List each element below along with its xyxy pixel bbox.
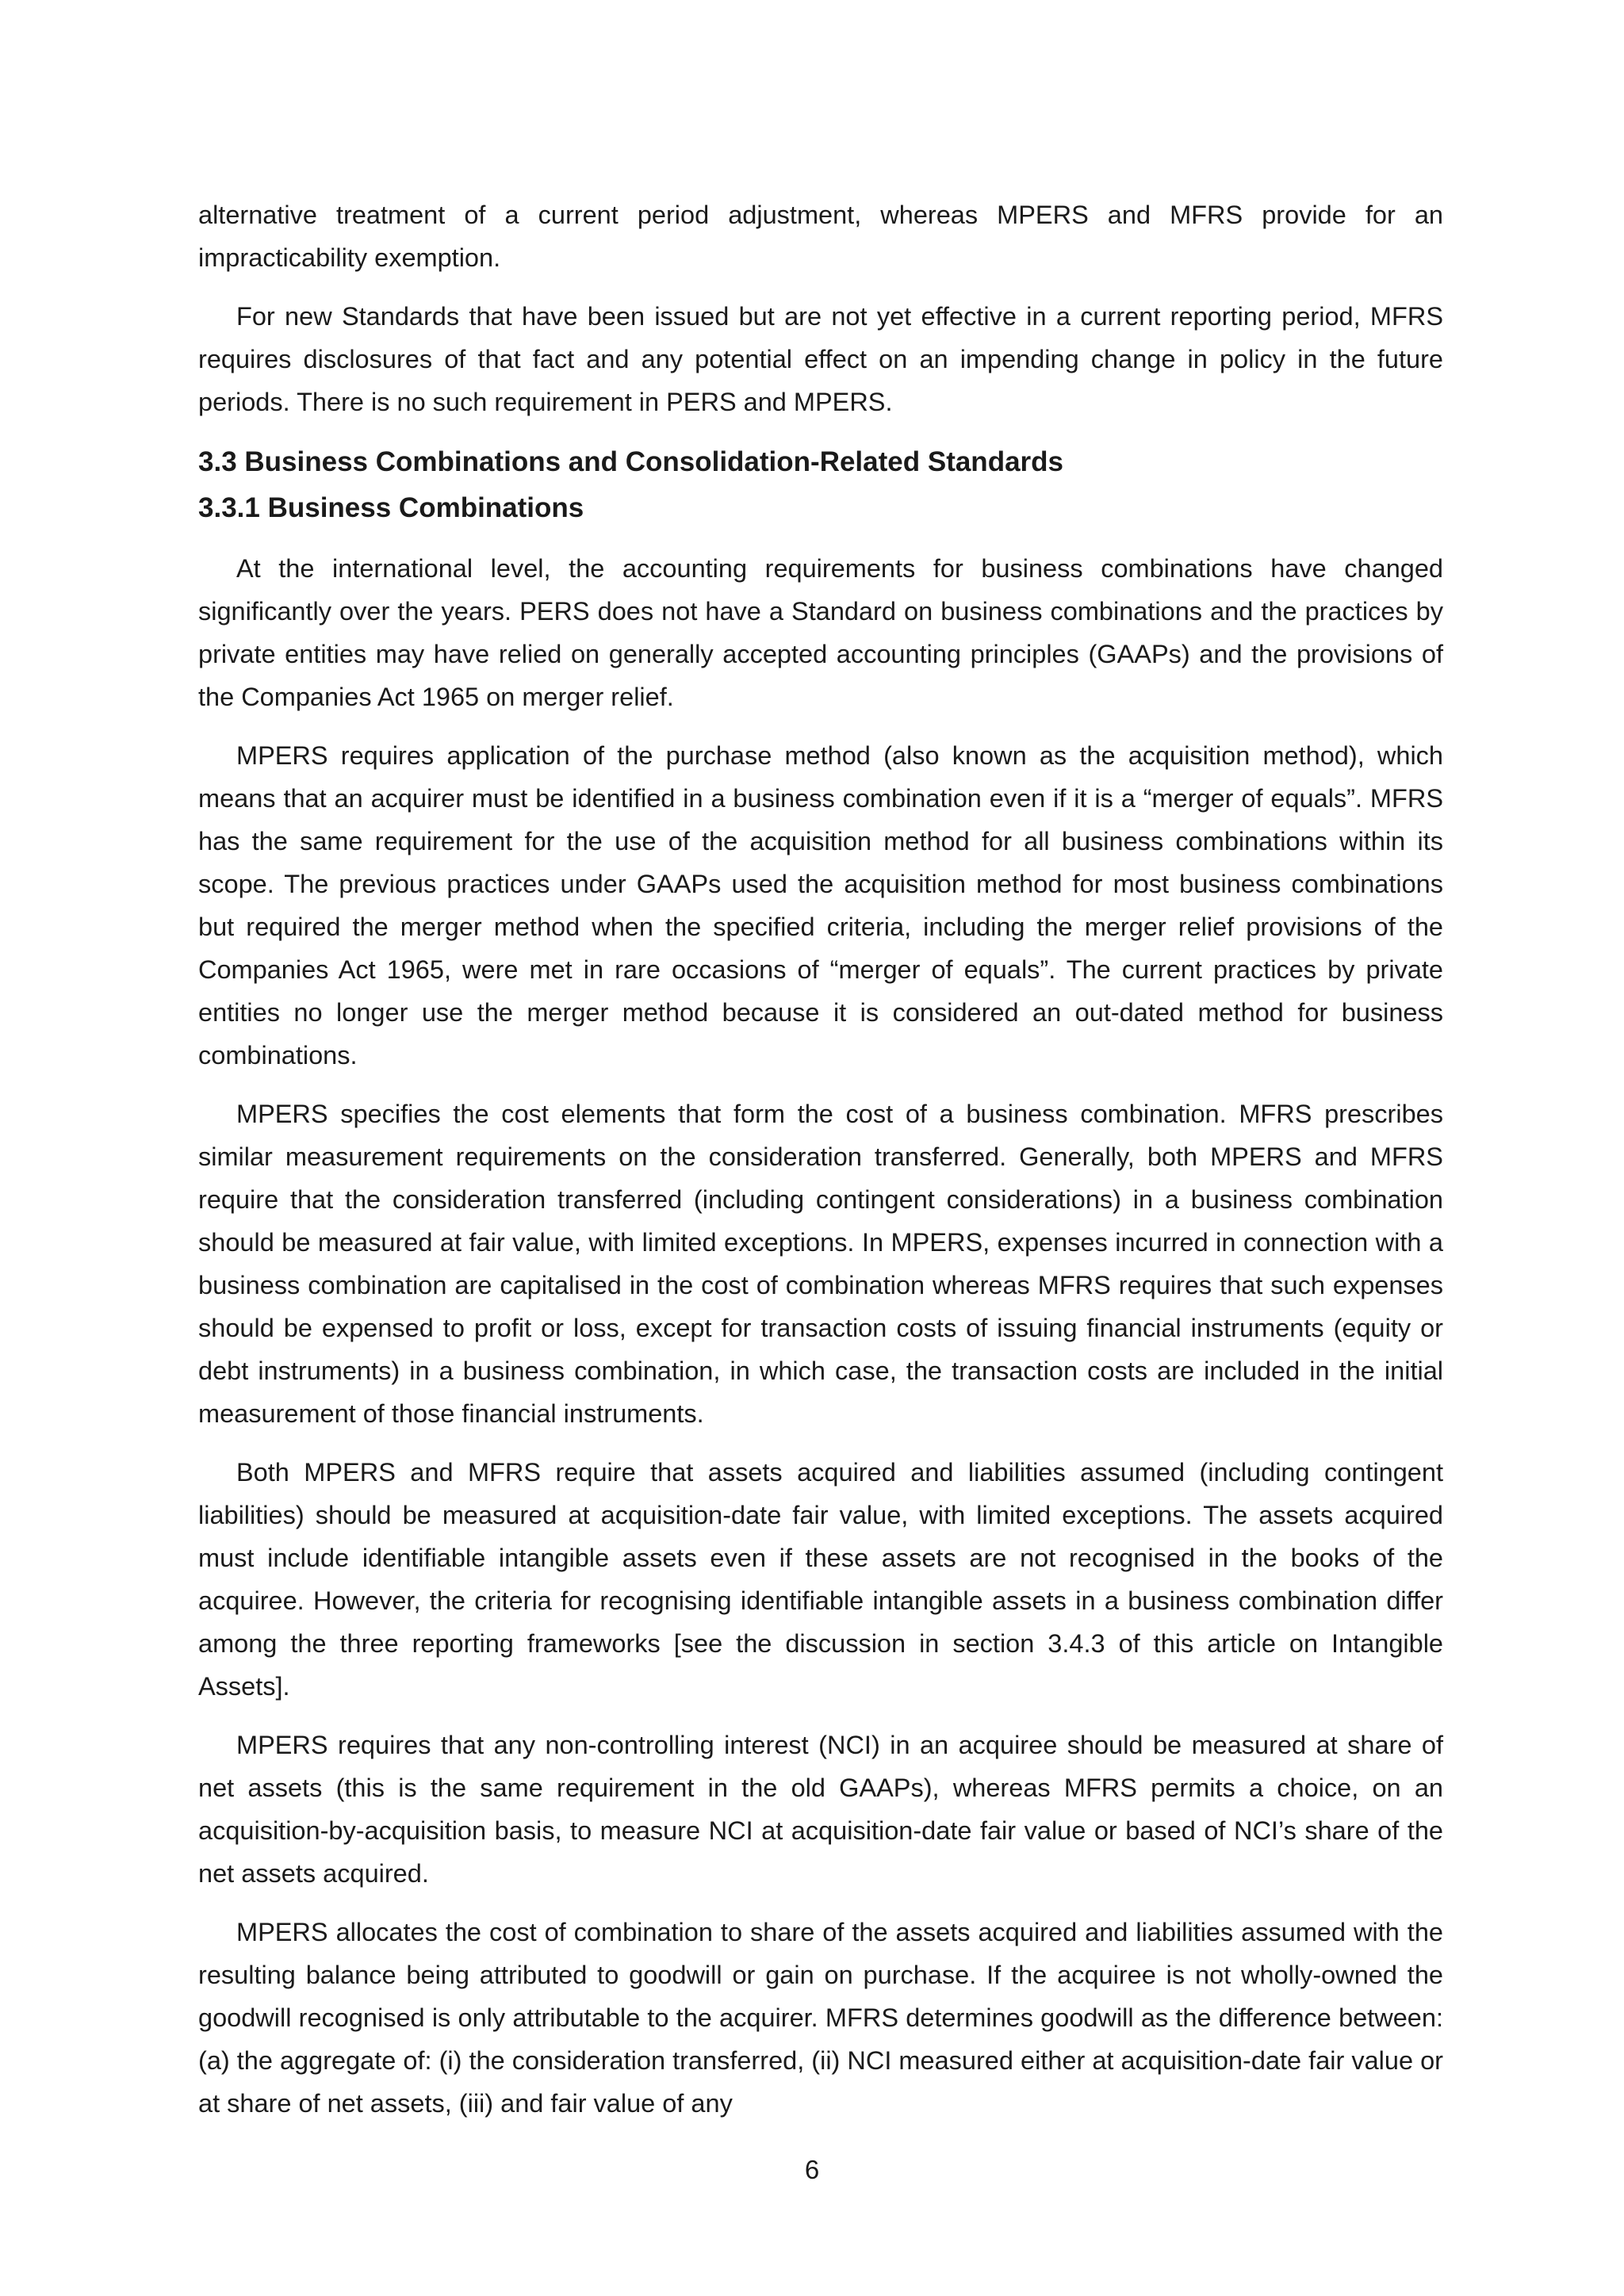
paragraph-cost-elements: MPERS specifies the cost elements that form the cost of a business combination. MFRS prescribes similar measurement requirements on the consideration transferred. Generally, both MPERS and MFRS require that the consideration transferred (including contingent considerations) in a business combination should be measured at fair value, with limited exceptions. In MPERS, expenses incurred in connection with a business combination are capitalised in the cost of combination whereas MFRS requires that such expenses should be expensed to profit or loss, except for transaction costs of issuing financial instruments (equity or debt instruments) in a business combination, in which case, the transaction costs are included in the initial measurement of those financial instruments. (198, 1100, 1443, 1428)
paragraph-nci: MPERS requires that any non-controlling interest (NCI) in an acquiree should be measured at share of net assets (this is the same requirement in the old GAAPs), whereas MFRS permits a choice, on an acquisition-by-acquisition basis, to measure NCI at acquisition-date fair value or based of NCI’s share of the net assets acquired. (198, 1731, 1443, 1888)
section-heading: 3.3 Business Combinations and Consolidation-Related Standards (198, 446, 1063, 477)
page-number: 6 (804, 2155, 820, 2184)
paragraph-new-standards: For new Standards that have been issued but are not yet effective in a current reporting period, MFRS requires disclosures of that fact and any potential effect on an impending change in policy in the future periods. There is no such requirement in PERS and MPERS. (198, 302, 1443, 416)
subsection-heading: 3.3.1 Business Combinations (198, 492, 584, 523)
paragraph-goodwill: MPERS allocates the cost of combination to share of the assets acquired and liabilities assumed with the resulting balance being attributed to goodwill or gain on purchase. If the acquiree is not wholly-owned the goodwill recognised is only attributable to the acquirer. MFRS determines goodwill as the difference between: (a) the aggregate of: (i) the consideration transferred, (ii) NCI measured either at acquisition-date fair value or at share of net assets, (iii) and fair value of any (198, 1918, 1443, 2118)
document-page (198, 193, 1443, 2141)
paragraph-purchase-method: MPERS requires application of the purchase method (also known as the acquisition method), which means that an acquirer must be identified in a business combination even if it is a “merger of equals”. MFRS has the same requirement for the use of the acquisition method for all business combinations within its scope. The previous practices under GAAPs used the acquisition method for most business combinations but required the merger method when the specified criteria, including the merger relief provisions of the Companies Act 1965, were met in rare occasions of “merger of equals”. The current practices by private entities no longer use the merger method because it is considered an out-dated method for business combinations. (198, 741, 1443, 1070)
paragraph-continuation: alternative treatment of a current period adjustment, whereas MPERS and MFRS provide for an impracticability exemption. (198, 201, 1443, 272)
paragraph-assets-liabilities: Both MPERS and MFRS require that assets acquired and liabilities assumed (including contingent liabilities) should be measured at acquisition-date fair value, with limited exceptions. The assets acquired must include identifiable intangible assets even if these assets are not recognised in the books of the acquiree. However, the criteria for recognising identifiable intangible assets in a business combination differ among the three reporting frameworks [see the discussion in section 3.4.3 of this article on Intangible Assets]. (198, 1458, 1443, 1701)
paragraph-international-level: At the international level, the accounting requirements for business combinations have changed significantly over the years. PERS does not have a Standard on business combinations and the practices by private entities may have relied on generally accepted accounting principles (GAAPs) and the provisions of the Companies Act 1965 on merger relief. (198, 554, 1443, 711)
